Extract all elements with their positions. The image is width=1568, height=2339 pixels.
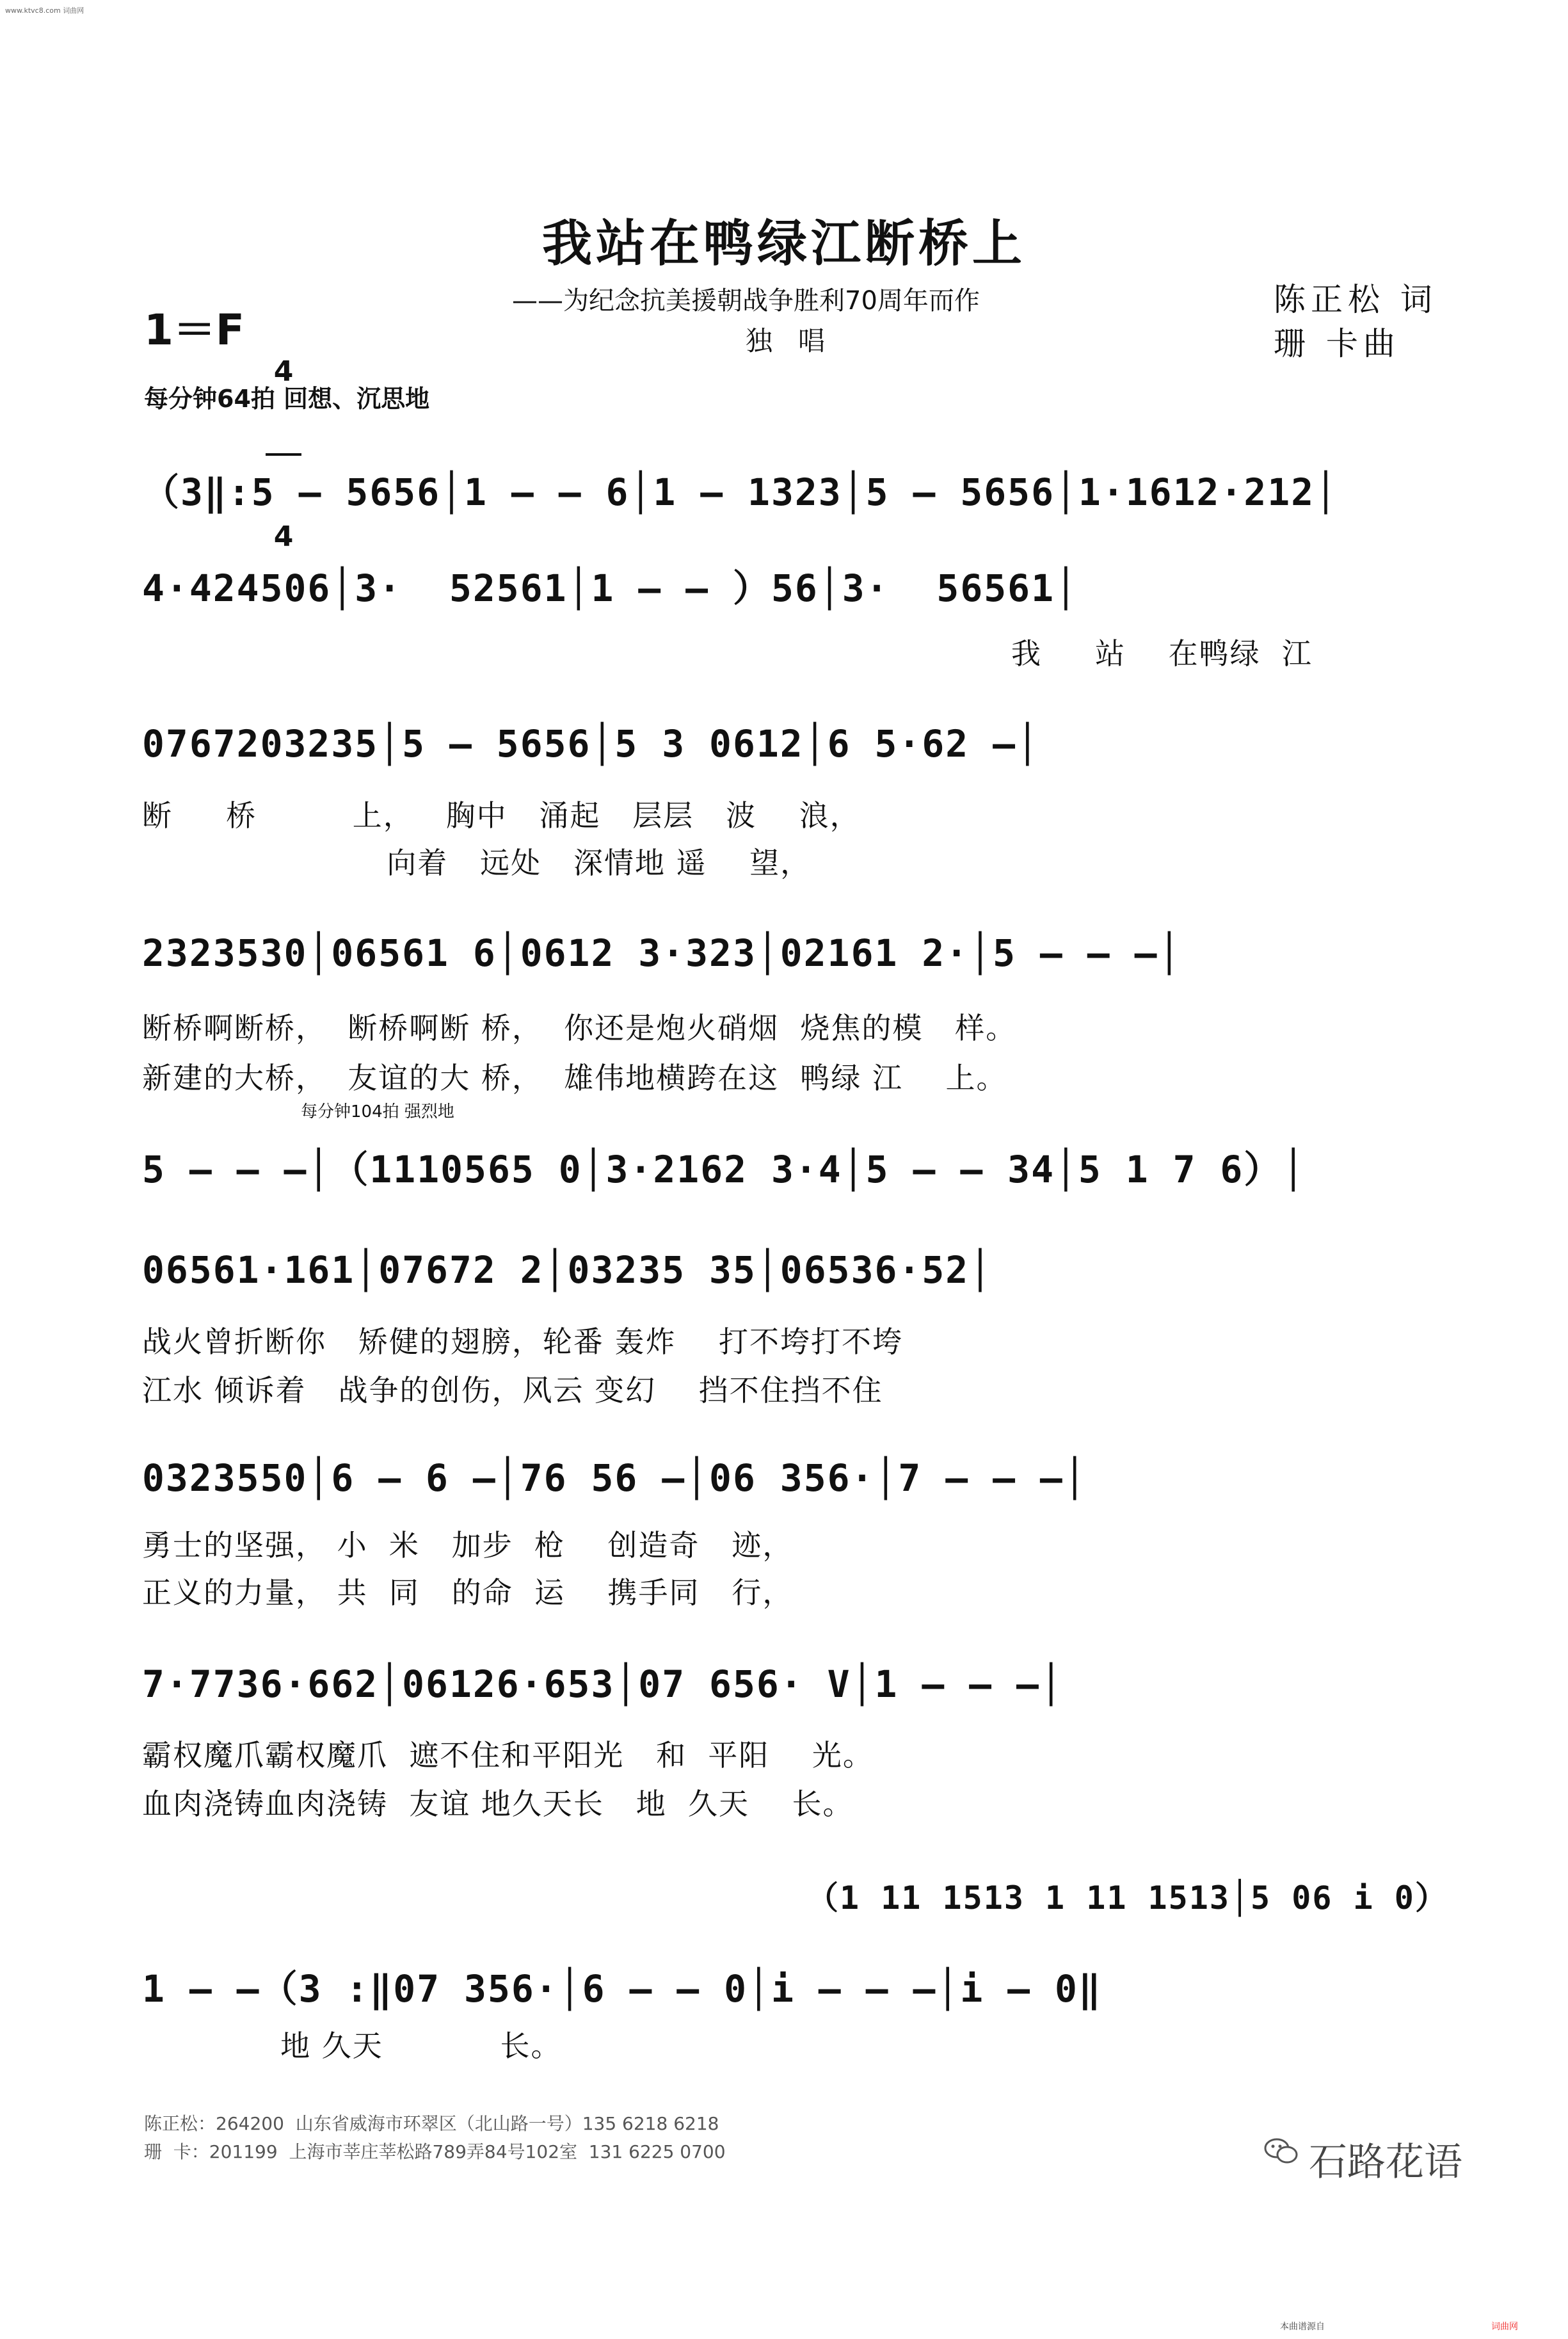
music-line-3: 0767203235│5 – 5656│5 3 0612│6 5·62 –│ <box>142 722 1040 766</box>
time-signature-bottom: 4 <box>273 520 294 553</box>
site-corner-text: www.ktvc8.com 词曲网 <box>5 6 84 15</box>
composer-credit: 珊 卡曲 <box>1274 325 1400 362</box>
music-line-2: 4·424506│3· 52561│1 – – ）56│3· 56561│ <box>142 567 1078 610</box>
footer-source: 本曲谱源自 <box>1280 2322 1325 2332</box>
lyric-line-2: 我 站 在鸭绿 江 <box>1011 636 1313 671</box>
music-line-6: 06561·161│07672 2│03235 35│06536·52│ <box>142 1248 993 1292</box>
song-subtitle: ——为纪念抗美援朝战争胜利70周年而作 <box>512 286 980 316</box>
lyric-line-7b: 正义的力量， 共 同 的命 运 携手同 行， <box>142 1575 794 1610</box>
music-line-1: （3‖:5 – 5656│1 – – 6│1 – 1323│5 – 5656│1·1612·212│ <box>142 470 1339 514</box>
key-signature: 1＝F <box>144 305 245 355</box>
performance-type: 独唱 <box>746 325 851 357</box>
lyric-line-6b: 江水 倾诉着 战争的创伤，风云 变幻 挡不住挡不住 <box>142 1373 883 1408</box>
song-title: 我站在鸭绿江断桥上 <box>541 215 1026 273</box>
lyric-line-9: 地 久天 长。 <box>142 2029 562 2063</box>
watermark-text: 石路花语 <box>1309 2140 1462 2185</box>
music-line-9-upper: （1 11 1513 1 11 1513│5 06 i 0） <box>806 1879 1448 1917</box>
lyricist-credit: 陈正松 词 <box>1274 281 1437 318</box>
tempo-change: 每分钟104拍 强烈地 <box>301 1102 454 1121</box>
lyric-line-7a: 勇士的坚强， 小 米 加步 枪 创造奇 迹， <box>142 1528 794 1563</box>
music-line-7: 0323550│6 – 6 –│76 56 –│06 356·│7 – – –│ <box>142 1456 1087 1500</box>
music-line-4: 2323530│06561 6│0612 3·323│02161 2·│5 – – –│ <box>142 931 1182 975</box>
wechat-icon <box>1264 2137 1299 2165</box>
time-signature <box>266 292 301 585</box>
lyric-line-8b: 血肉浇铸血肉浇铸 友谊 地久天长 地 久天 长。 <box>142 1787 854 1821</box>
tempo-marking: 每分钟64拍 回想、沉思地 <box>144 385 430 413</box>
lyric-line-8a: 霸权魔爪霸权魔爪 遮不住和平阳光 和 平阳 光。 <box>142 1738 874 1772</box>
music-line-9: 1 – –（3 :‖07 356·│6 – – 0│i – – –│i – 0‖ <box>142 1967 1102 2011</box>
time-signature-top: 4 <box>273 355 294 388</box>
music-line-5: 5 – – –│（1110565 0│3·2162 3·4│5 – – 34│5 1 7 6）│ <box>142 1148 1306 1191</box>
lyric-line-3a: 断 桥 上， 胸中 涌起 层层 波 浪， <box>142 798 861 833</box>
lyric-line-3b: 向着 远处 深情地 遥 望， <box>142 846 812 880</box>
lyric-line-4b: 新建的大桥， 友谊的大 桥， 雄伟地横跨在这 鸭绿 江 上。 <box>142 1061 1007 1095</box>
lyric-line-4a: 断桥啊断桥， 断桥啊断 桥， 你还是炮火硝烟 烧焦的模 样。 <box>142 1011 1017 1045</box>
contact-lyricist: 陈正松：264200 山东省威海市环翠区（北山路一号）135 6218 6218 <box>144 2113 719 2134</box>
contact-composer: 珊 卡：201199 上海市莘庄莘松路789弄84号102室 131 6225 0700 <box>144 2141 726 2162</box>
music-line-8: 7·7736·662│06126·653│07 656· V│1 – – –│ <box>142 1662 1064 1706</box>
lyric-line-6a: 战火曾折断你 矫健的翅膀，轮番 轰炸 打不垮打不垮 <box>142 1324 903 1359</box>
footer-site: 词曲网 <box>1491 2322 1518 2332</box>
